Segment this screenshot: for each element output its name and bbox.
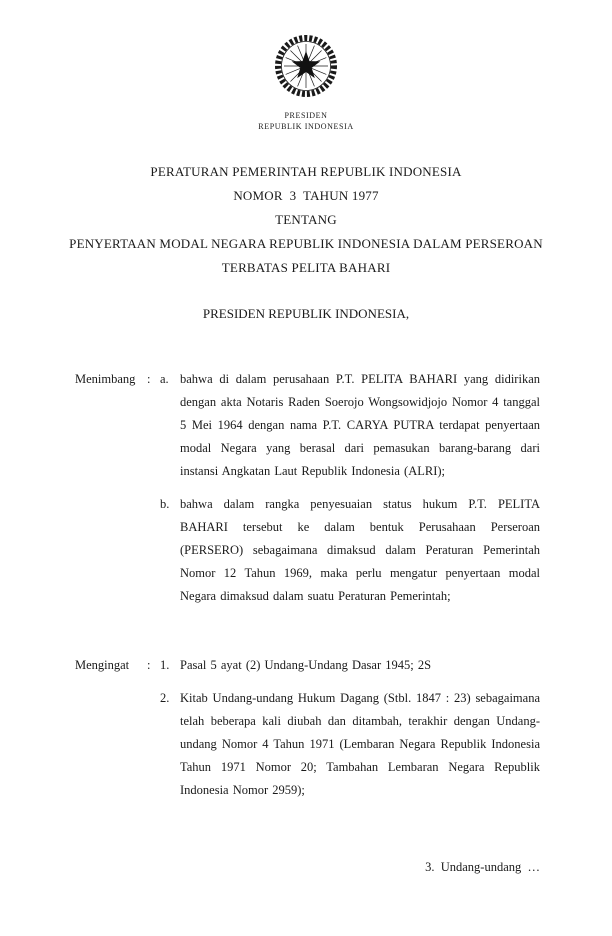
menimbang-label: Menimbang	[75, 372, 136, 386]
mengingat-text-1: Pasal 5 ayat (2) Undang-Undang Dasar 1945; 2S	[180, 658, 432, 672]
clause-label-spacer	[75, 687, 147, 802]
mengingat-label: Mengingat	[75, 658, 130, 672]
letterhead-republik-indonesia: REPUBLIK INDONESIA	[258, 122, 354, 131]
regulation-title: PERATURAN PEMERINTAH REPUBLIK INDONESIA	[150, 164, 462, 179]
letterhead-presiden: PRESIDEN	[284, 111, 328, 120]
clause-colon-spacer	[147, 687, 160, 802]
page-catchword: 3. Undang-undang …	[425, 860, 540, 874]
preamble	[0, 368, 612, 802]
regulation-subject: PENYERTAAN MODAL NEGARA REPUBLIK INDONESIA DALAM PERSEROAN TERBATAS PELITA BAHARI	[69, 236, 543, 275]
mengingat-row-2	[75, 687, 540, 802]
menimbang-text-a: bahwa di dalam perusahaan P.T. PELITA BAHARI yang didirikan dengan akta Notaris Raden Soerojo Wongsowidjojo Nomor 4 tanggal 5 Mei 1964 dengan nama P.T. CARYA PUTRA terdapat penyertaan modal Negara yang berasal dari pemasukan barang-barang dari instansi Angkatan Laut Republik Indonesia (ALRI);	[180, 372, 540, 478]
item-marker: 1.	[160, 658, 170, 672]
item-marker: b.	[160, 497, 170, 511]
mengingat-row-1	[75, 654, 540, 677]
letterhead	[0, 0, 612, 132]
item-marker: 2.	[160, 691, 170, 705]
title-tentang: TENTANG	[275, 212, 337, 227]
clause-label-spacer	[75, 493, 147, 608]
menimbang-row-a	[75, 368, 540, 483]
mengingat-colon: :	[147, 658, 151, 672]
menimbang-colon: :	[147, 372, 151, 386]
mengingat-text-2: Kitab Undang-undang Hukum Dagang (Stbl. 1847 : 23) sebagaimana telah beberapa kali diubah dan ditambah, terakhir dengan Undang-undang Nomor 4 Tahun 1971 (Lembaran Negara Republik Indonesia Tahun 1971 Nomor 20; Tambahan Lembaran Negara Republik Indonesia Nomor 2959);	[180, 691, 540, 797]
menimbang-row-b	[75, 493, 540, 608]
regulation-number: NOMOR 3 TAHUN 1977	[233, 188, 379, 203]
salutation: PRESIDEN REPUBLIK INDONESIA,	[202, 306, 410, 321]
menimbang-text-b: bahwa dalam rangka penyesuaian status hukum P.T. PELITA BAHARI tersebut ke dalam bentuk Perusahaan Perseroan (PERSERO) sebagaimana dimaksud dalam Peraturan Pemerintah Nomor 12 Tahun 1969, maka perlu mengatur penyertaan modal Negara dimaksud dalam suatu Peraturan Pemerintah;	[180, 497, 540, 603]
presidential-emblem-icon	[258, 26, 354, 106]
item-marker: a.	[160, 372, 169, 386]
clause-colon-spacer	[147, 493, 160, 608]
title-block	[0, 160, 612, 280]
